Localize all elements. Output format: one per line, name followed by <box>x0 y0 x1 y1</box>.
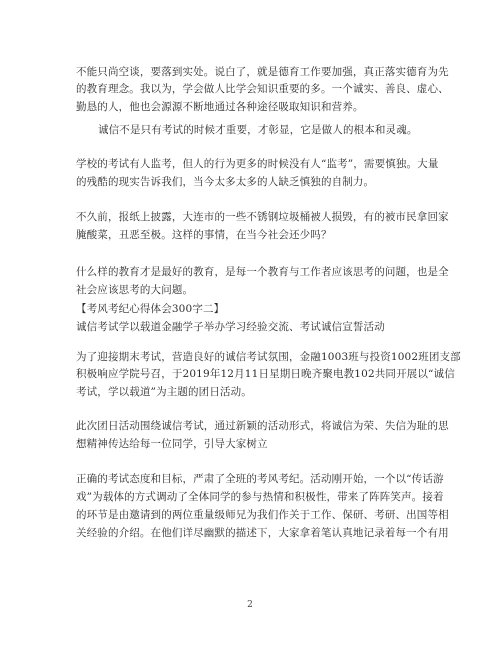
paragraph-line: 诚信不是只有考试的时候才重要，才彰显，它是做人的根本和灵魂。 <box>98 124 418 136</box>
paragraph-line: 想精神传达给每一位同学，引导大家树立 <box>76 438 268 450</box>
paragraph-line: 戏”为载体的方式调动了全体同学的参与热情和积极性，带来了阵阵笑声。接着 <box>76 491 444 503</box>
paragraph-line: 不能只尚空谈，要落到实处。说白了，就是德育工作要加强，真正落实德育为先 <box>76 66 449 78</box>
paragraph-line: 关经验的介绍。在他们详尽幽默的描述下，大家拿着笔认真地记录着每一个有用 <box>76 527 449 539</box>
paragraph-line: 社会应该思考的大问题。 <box>76 284 194 296</box>
paragraph-line: 积极响应学院号召，于2019年12月11日星期日晚齐聚电教102共同开展以“诚信 <box>76 368 455 380</box>
paragraph-line: 腌酸菜，丑恶至极。这样的事情，在当今社会还少吗？ <box>76 229 332 241</box>
paragraph-line: 为了迎接期末考试，营造良好的诚信考试氛围，金融1003班与投资1002班团支部 <box>76 351 461 363</box>
paragraph-line: 的环节是由邀请到的两位重量级师兄为我们作关于工作、保研、考研、出国等相 <box>76 509 449 521</box>
section-heading: 【考风考纪心得体会300字二】 <box>76 303 225 315</box>
paragraph-line: 的教育理念。我以为，学会做人比学会知识重要的多。一个诚实、善良、虚心、 <box>76 83 449 95</box>
paragraph-line: 学校的考试有人监考，但人的行为更多的时候没有人“监考”，需要慎独。大量 <box>76 158 439 170</box>
paragraph-line: 的残酷的现实告诉我们，当今太多太多的人缺乏慎独的自制力。 <box>76 176 375 188</box>
paragraph-line: 考试，学以载道”为主题的团日活动。 <box>76 386 252 398</box>
page-number: 2 <box>247 600 253 610</box>
paragraph-line: 正确的考试态度和目标，严肃了全班的考风考纪。活动刚开始，一个以“传话游 <box>76 473 444 485</box>
paragraph-line: 此次团日活动围绕诚信考试，通过新颖的活动形式，将诚信为荣、失信为耻的思 <box>76 420 449 432</box>
paragraph-line: 勤恳的人，他也会源源不断地通过各种途径吸取知识和营养。 <box>76 101 364 113</box>
paragraph-line: 不久前，报纸上披露，大连市的一些不锈钢垃圾桶被人损毁，有的被市民拿回家 <box>76 211 449 223</box>
paragraph-line: 什么样的教育才是最好的教育，是每一个教育与工作者应该思考的问题，也是全 <box>76 266 449 278</box>
subheading-line: 诚信考试学以载道金融学子举办学习经验交流、考试诚信宣誓活动 <box>76 321 385 333</box>
